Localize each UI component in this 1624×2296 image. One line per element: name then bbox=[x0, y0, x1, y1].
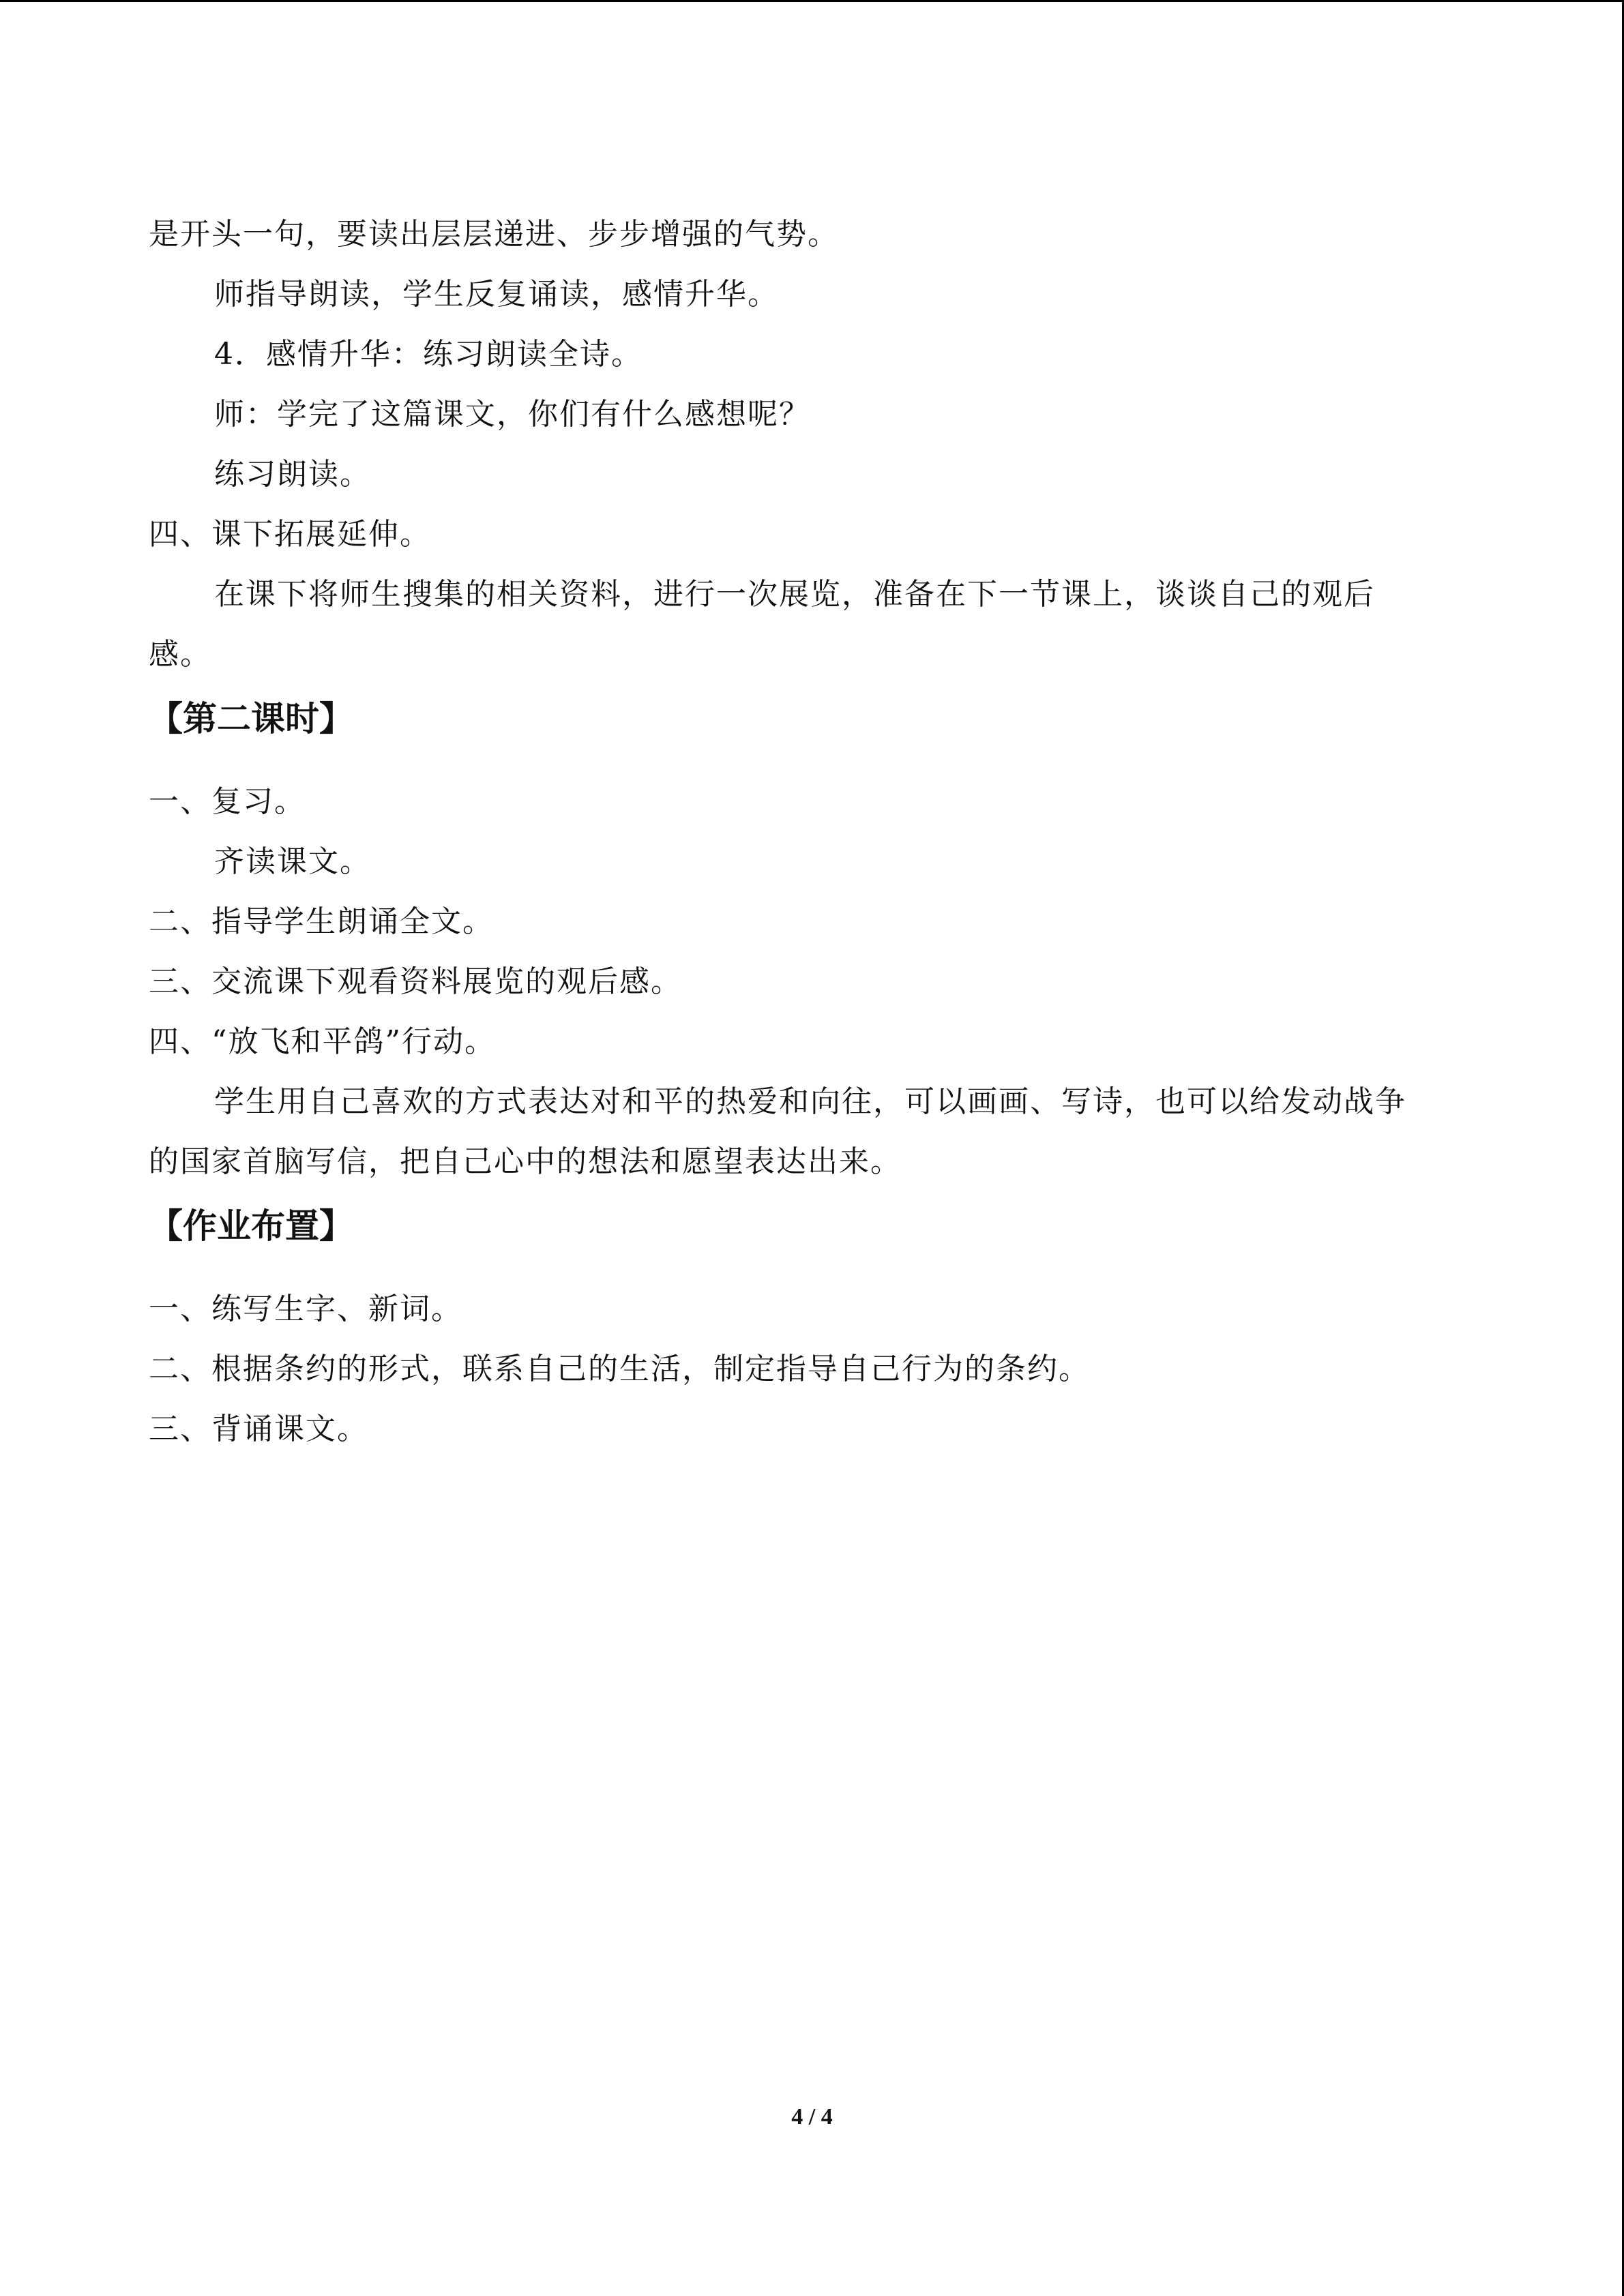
heading-homework: 【作业布置】 bbox=[149, 1206, 353, 1246]
list-item-review: 一、复习。 bbox=[149, 784, 306, 819]
paragraph-practice-reading: 练习朗读。 bbox=[214, 457, 371, 492]
page-border-top bbox=[0, 0, 1624, 2]
paragraph-read-together: 齐读课文。 bbox=[214, 844, 371, 879]
paragraph-guided-reading: 师指导朗读，学生反复诵读，感情升华。 bbox=[214, 277, 779, 312]
paragraph-exhibition-line1: 在课下将师生搜集的相关资料，进行一次展览，准备在下一节课上，谈谈自己的观后 bbox=[214, 577, 1375, 612]
homework-item-2: 二、根据条约的形式，联系自己的生活，制定指导自己行为的条约。 bbox=[149, 1352, 1090, 1386]
heading-second-lesson: 【第二课时】 bbox=[149, 699, 353, 739]
paragraph-continuation: 是开头一句，要读出层层递进、步步增强的气势。 bbox=[149, 217, 839, 252]
page-number: 4 / 4 bbox=[791, 2104, 833, 2130]
paragraph-expression-line2: 的国家首脑写信，把自己心中的想法和愿望表达出来。 bbox=[149, 1144, 902, 1179]
list-item-recite: 二、指导学生朗诵全文。 bbox=[149, 904, 494, 939]
list-item-exchange: 三、交流课下观看资料展览的观后感。 bbox=[149, 964, 682, 999]
paragraph-step-4: 4．感情升华：练习朗读全诗。 bbox=[214, 337, 643, 372]
section-heading-extension: 四、课下拓展延伸。 bbox=[149, 517, 431, 552]
paragraph-exhibition-line2: 感。 bbox=[149, 637, 211, 672]
homework-item-1: 一、练写生字、新词。 bbox=[149, 1292, 462, 1326]
list-item-peace-dove: 四、“放飞和平鸽”行动。 bbox=[149, 1024, 496, 1059]
paragraph-teacher-question: 师：学完了这篇课文，你们有什么感想呢？ bbox=[214, 397, 810, 432]
homework-item-3: 三、背诵课文。 bbox=[149, 1412, 368, 1446]
paragraph-expression-line1: 学生用自己喜欢的方式表达对和平的热爱和向往，可以画画、写诗，也可以给发动战争 bbox=[214, 1084, 1406, 1119]
